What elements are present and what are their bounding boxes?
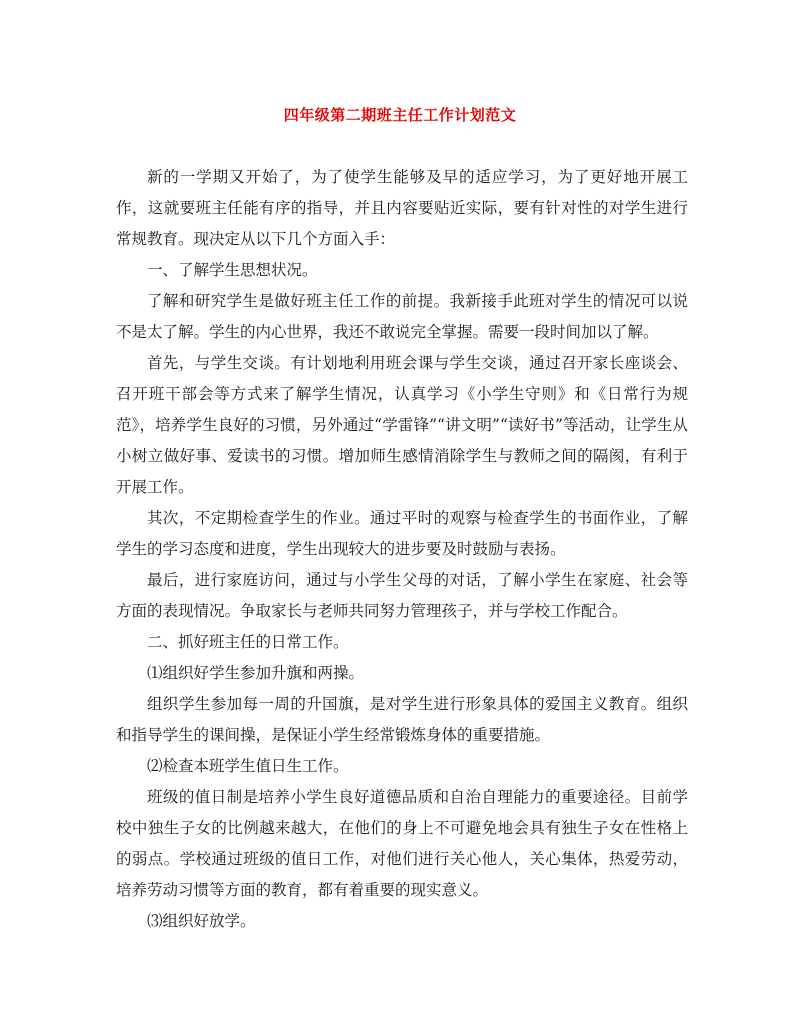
section-heading-2: 二、抓好班主任的日常工作。 [147, 633, 349, 651]
paragraph: 了解和研究学生是做好班主任工作的前提。我新接手此班对学生的情况可以说不是太了解。学生的内心世界，我还不敢说完全掌握。需要一段时间加以了解。 [116, 292, 688, 341]
paragraph-intro: 新的一学期又开始了，为了使学生能够及早的适应学习，为了更好地开展工作，这就要班主任能有序的指导，并且内容要贴近实际，要有针对性的对学生进行常规教育。现决定从以下几个方面入手： [116, 168, 688, 248]
subheading-1: ⑴组织好学生参加升旗和两操。 [147, 664, 365, 682]
paragraph: 班级的值日制是培养小学生良好道德品质和自治自理能力的重要途径。目前学校中独生子女的比例越来越大，在他们的身上不可避免地会具有独生子女在性格上的弱点。学校通过班级的值日工作，对他们进行关心他人，关心集体，热爱劳动，培养劳动习惯等方面的教育，都有着重要的现实意义。 [116, 788, 688, 899]
document-title: 四年级第二期班主任工作计划范文 [283, 106, 517, 124]
subheading-2: ⑵检查本班学生值日生工作。 [147, 757, 349, 775]
paragraph: 首先，与学生交谈。有计划地利用班会课与学生交谈，通过召开家长座谈会、召开班干部会等方式来了解学生情况，认真学习《小学生守则》和《日常行为规范》，培养学生良好的习惯，另外通过“学雷锋”“讲文明”“读好书”等活动，让学生从小树立做好事、爱读书的习惯。增加师生感情消除学生与教师之间的隔阂，有利于开展工作。 [116, 354, 688, 496]
section-heading-1: 一、了解学生思想状况。 [147, 261, 318, 279]
paragraph: 其次，不定期检查学生的作业。通过平时的观察与检查学生的书面作业，了解学生的学习态度和进度，学生出现较大的进步要及时鼓励与表扬。 [116, 509, 688, 558]
document-body [116, 162, 688, 937]
paragraph: 最后，进行家庭访问，通过与小学生父母的对话，了解小学生在家庭、社会等方面的表现情况。争取家长与老师共同努力管理孩子，并与学校工作配合。 [116, 571, 688, 620]
paragraph: 组织学生参加每一周的升国旗，是对学生进行形象具体的爱国主义教育。组织和指导学生的课间操，是保证小学生经常锻炼身体的重要措施。 [116, 695, 688, 744]
subheading-3: ⑶组织好放学。 [147, 912, 256, 930]
